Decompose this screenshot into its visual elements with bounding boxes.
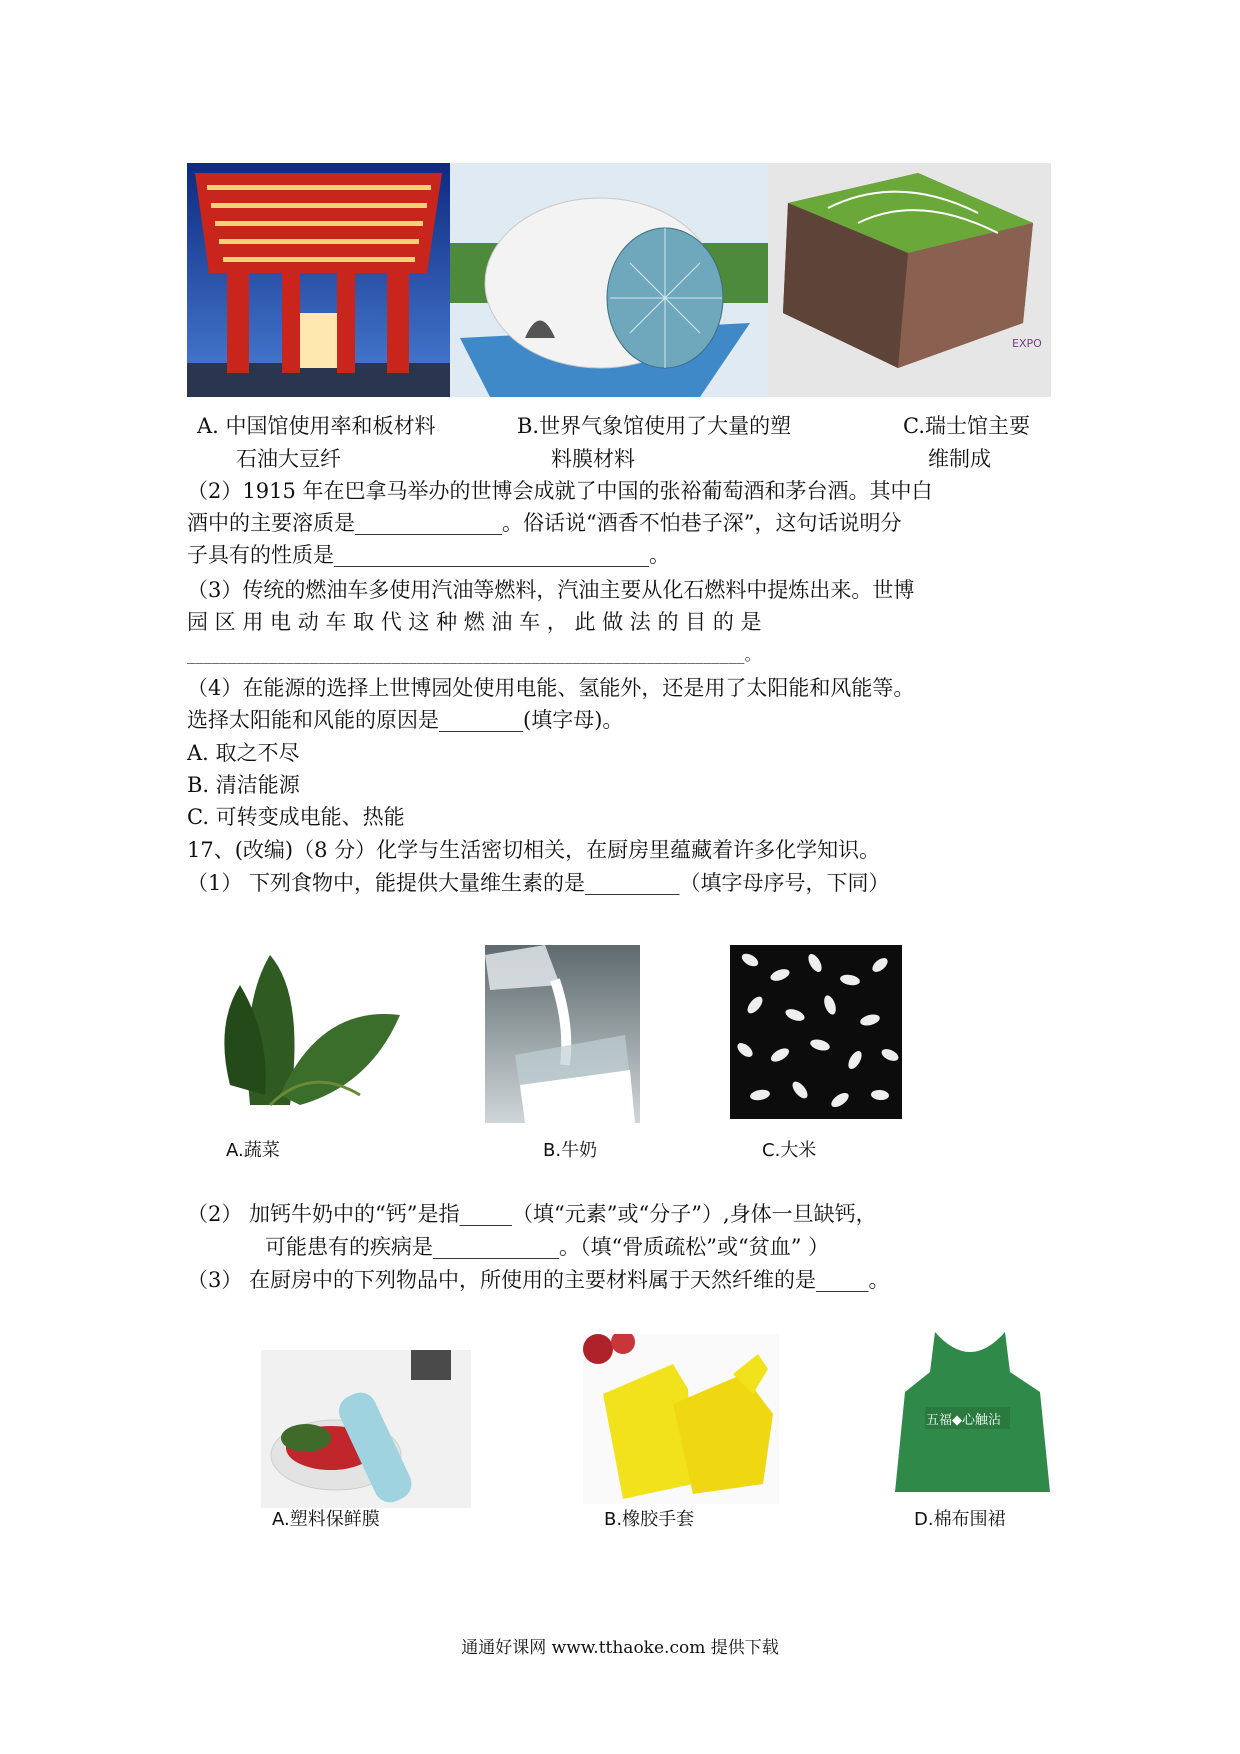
rice-image bbox=[730, 945, 902, 1119]
q16-p2-line3: 子具有的性质是______________________________。 bbox=[187, 543, 670, 567]
q16-p2-line1: （2）1915 年在巴拿马举办的世博会成就了中国的张裕葡萄酒和茅台酒。其中白 bbox=[187, 479, 933, 503]
caption-b-line2: 料膜材料 bbox=[551, 447, 635, 471]
caption-c-line2: 维制成 bbox=[928, 447, 991, 471]
caption-a-line1: A. 中国馆使用率和板材料 bbox=[197, 414, 436, 438]
swiss-pavilion-image bbox=[768, 163, 1051, 397]
china-pavilion-image bbox=[187, 163, 450, 397]
weather-pavilion-image bbox=[450, 163, 768, 397]
spinach-image bbox=[210, 945, 410, 1120]
item-label-a: A.塑料保鲜膜 bbox=[272, 1509, 380, 1530]
q17-part2-line2: 可能患有的疾病是____________。（填“骨质疏松”或“贫血” ） bbox=[265, 1235, 830, 1259]
q16-p4-line2: 选择太阳能和风能的原因是________(填字母)。 bbox=[187, 708, 624, 732]
q16-p4-line1: （4）在能源的选择上世博园处使用电能、氢能外，还是用了太阳能和风能等。 bbox=[187, 676, 915, 700]
q16-p3-line3: ____________________________________________________________________。 bbox=[187, 645, 761, 664]
cling-film-image bbox=[261, 1350, 471, 1508]
caption-a-line2: 石油大豆纤 bbox=[236, 447, 341, 471]
food-label-c: C.大米 bbox=[762, 1140, 817, 1161]
apron-print: 五福◆心触沾 bbox=[926, 1413, 1001, 1428]
food-label-a: A.蔬菜 bbox=[226, 1140, 280, 1161]
q16-p3-line2: 园 区 用 电 动 车 取 代 这 种 燃 油 车 ， 此 做 法 的 目 的 是 bbox=[187, 610, 762, 634]
rubber-gloves-image bbox=[583, 1334, 779, 1504]
q17-part2-line1: （2） 加钙牛奶中的“钙”是指_____（填“元素”或“分子”）,身体一旦缺钙， bbox=[187, 1202, 877, 1226]
caption-b-line1: B.世界气象馆使用了大量的塑 bbox=[517, 414, 792, 438]
q16-option-c: C. 可转变成电能、热能 bbox=[187, 805, 405, 829]
q16-p2-line2: 酒中的主要溶质是______________。俗话说“酒香不怕巷子深”，这句话说明分 bbox=[187, 511, 902, 535]
q17-title: 17、(改编)（8 分）化学与生活密切相关，在厨房里蕴藏着许多化学知识。 bbox=[187, 838, 881, 862]
caption-c-line1: C.瑞士馆主要 bbox=[903, 414, 1030, 438]
food-label-b: B.牛奶 bbox=[543, 1140, 598, 1161]
q16-option-b: B. 清洁能源 bbox=[187, 773, 300, 797]
q17-part3: （3） 在厨房中的下列物品中，所使用的主要材料属于天然纤维的是_____。 bbox=[187, 1268, 890, 1292]
q17-part1: （1） 下列食物中，能提供大量维生素的是_________（填字母序号，下同） bbox=[187, 871, 890, 895]
cotton-apron-image bbox=[880, 1332, 1060, 1502]
q16-option-a: A. 取之不尽 bbox=[187, 741, 300, 765]
q16-p3-line1: （3）传统的燃油车多使用汽油等燃料，汽油主要从化石燃料中提炼出来。世博 bbox=[187, 578, 915, 602]
page-footer: 通通好课网 www.tthaoke.com 提供下载 bbox=[461, 1638, 779, 1658]
expo-badge: EXPO bbox=[1012, 337, 1042, 350]
milk-image bbox=[485, 945, 640, 1123]
item-label-b: B.橡胶手套 bbox=[604, 1509, 695, 1530]
item-label-d: D.棉布围裙 bbox=[914, 1509, 1006, 1530]
